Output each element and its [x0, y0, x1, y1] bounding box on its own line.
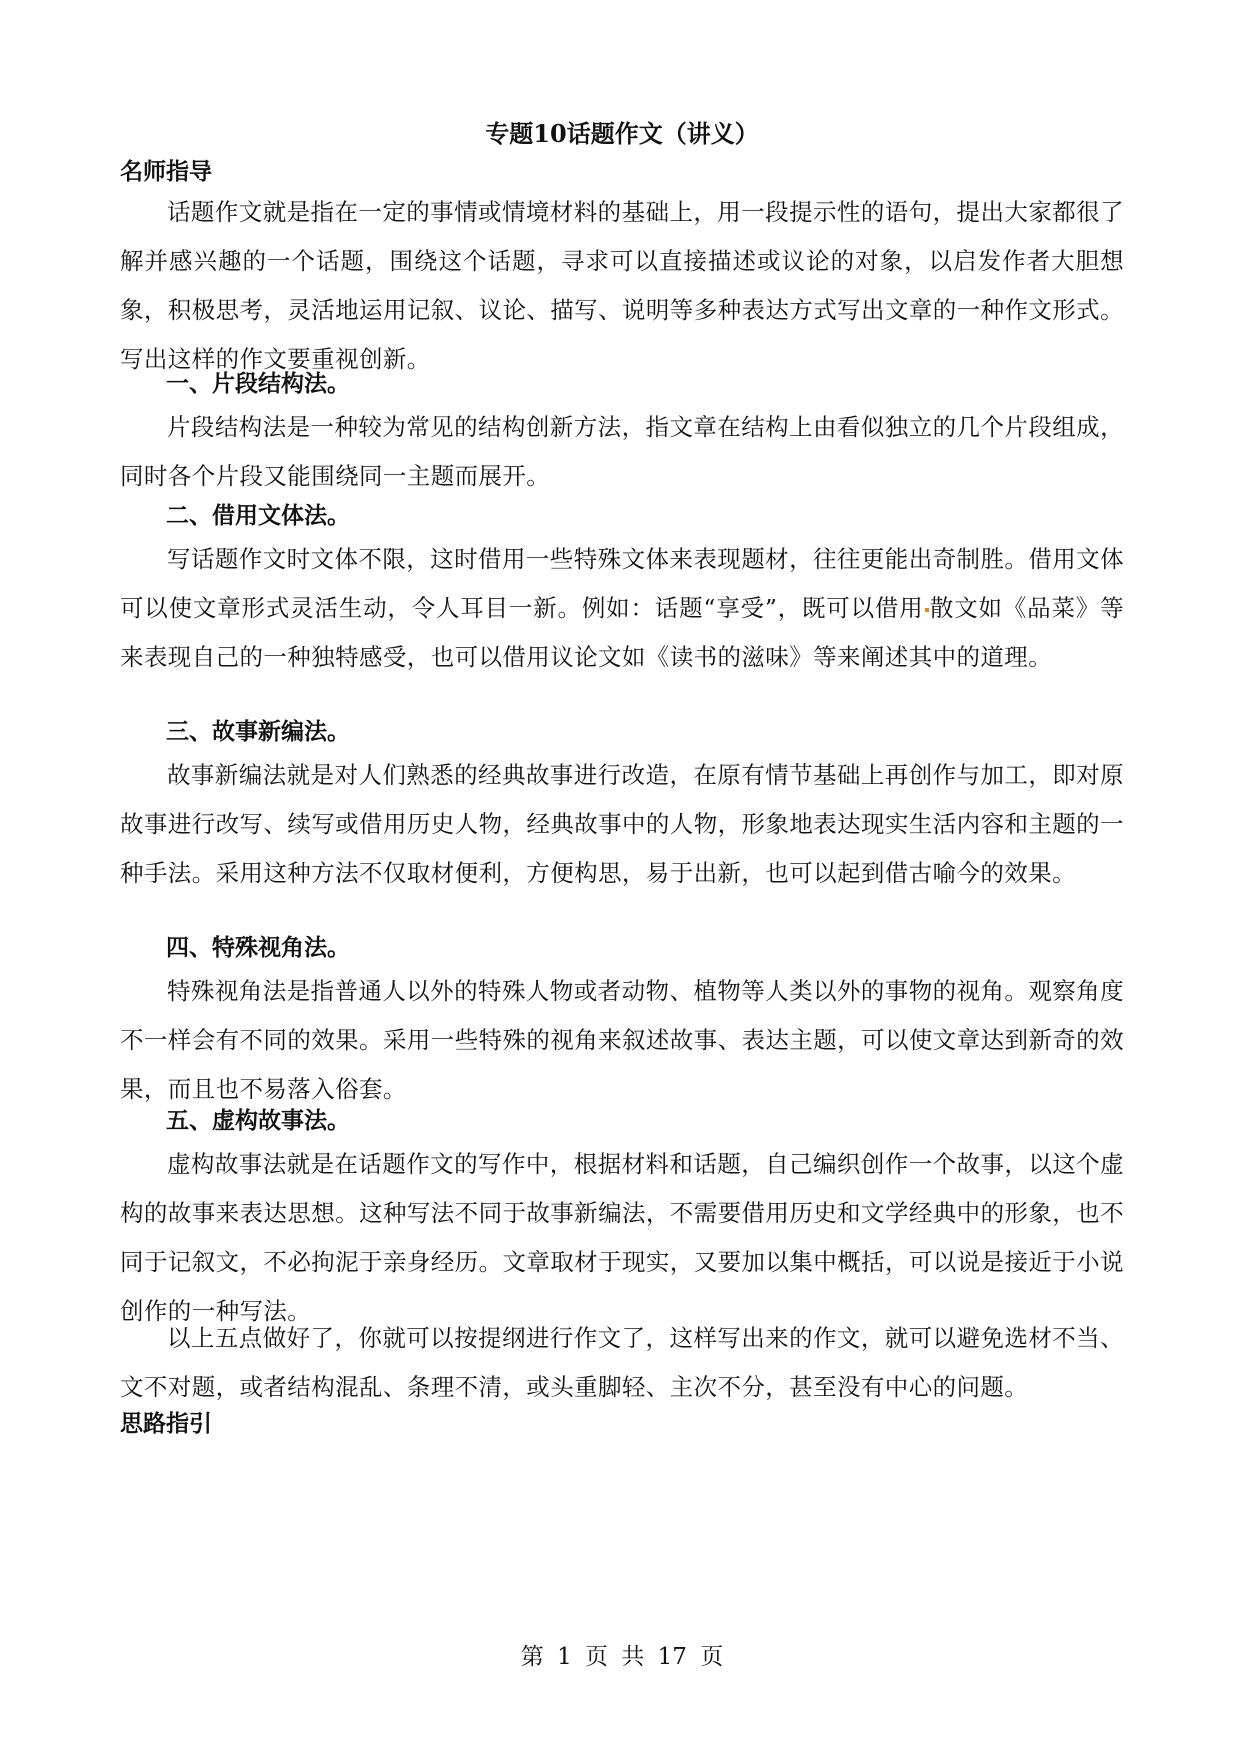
method-4-heading: 四、特殊视角法。 — [166, 934, 350, 961]
method-5-text: 虚构故事法就是在话题作文的写作中，根据材料和话题，自己编织创作一个故事，以这个虚构的故事来表达思想。这种写法不同于故事新编法，不需要借用历史和文学经典中的形象，也不同于记叙文，不必拘泥于亲身经历。文章取材于现实，又要加以集中概括，可以说是接近于小说创作的一种写法。 — [120, 1150, 1124, 1325]
method-3-text: 故事新编法就是对人们熟悉的经典故事进行改造，在原有情节基础上再创作与加工，即对原故事进行改写、续写或借用历史人物，经典故事中的人物，形象地表达现实生活内容和主题的一种手法。采用这种方法不仅取材便利，方便构思，易于出新，也可以起到借古喻今的效果。 — [120, 761, 1124, 887]
method-2-text-part-b: 散文如《品菜》等来表现自己的一种独特感受，也可以借用议论文如《读书的滋味》等来阐述其中的道理。 — [120, 594, 1124, 671]
method-1-text: 片段结构法是一种较为常见的结构创新方法，指文章在结构上由看似独立的几个片段组成，同时各个片段又能围绕同一主题而展开。 — [120, 413, 1124, 490]
method-2-heading: 二、借用文体法。 — [166, 502, 350, 529]
method-5-heading: 五、虚构故事法。 — [166, 1107, 350, 1134]
document-page — [120, 0, 1124, 1754]
method-1-heading: 一、片段结构法。 — [166, 370, 350, 397]
document-title: 专题10话题作文（讲义） — [485, 119, 759, 148]
method-2-text-part-a: 写话题作文时文体不限，这时借用一些特殊文体来表现题材，往往更能出奇制胜。借用文体可以使文章形式灵活生动，令人耳目一新。例如：话题“享受”，既可以借用 — [120, 545, 1124, 622]
conclusion-paragraph: 以上五点做好了，你就可以按提纲进行作文了，这样写出来的作文，就可以避免选材不当、文不对题，或者结构混乱、条理不清，或头重脚轻、主次不分，甚至没有中心的问题。 — [120, 1324, 1124, 1401]
highlight-mark — [925, 608, 929, 612]
method-4-text: 特殊视角法是指普通人以外的特殊人物或者动物、植物等人类以外的事物的视角。观察角度不一样会有不同的效果。采用一些特殊的视角来叙述故事、表达主题，可以使文章达到新奇的效果，而且也不易落入俗套。 — [120, 977, 1124, 1103]
method-2-text — [120, 535, 1124, 682]
guidance-heading: 名师指导 — [120, 158, 212, 185]
page-footer: 第 1 页 共 17 页 — [520, 1644, 724, 1670]
thinking-heading: 思路指引 — [120, 1410, 212, 1437]
method-3-heading: 三、故事新编法。 — [166, 718, 350, 745]
intro-paragraph: 话题作文就是指在一定的事情或情境材料的基础上，用一段提示性的语句，提出大家都很了解并感兴趣的一个话题，围绕这个话题，寻求可以直接描述或议论的对象，以启发作者大胆想象，积极思考，灵活地运用记叙、议论、描写、说明等多种表达方式写出文章的一种作文形式。写出这样的作文要重视创新。 — [120, 198, 1124, 373]
